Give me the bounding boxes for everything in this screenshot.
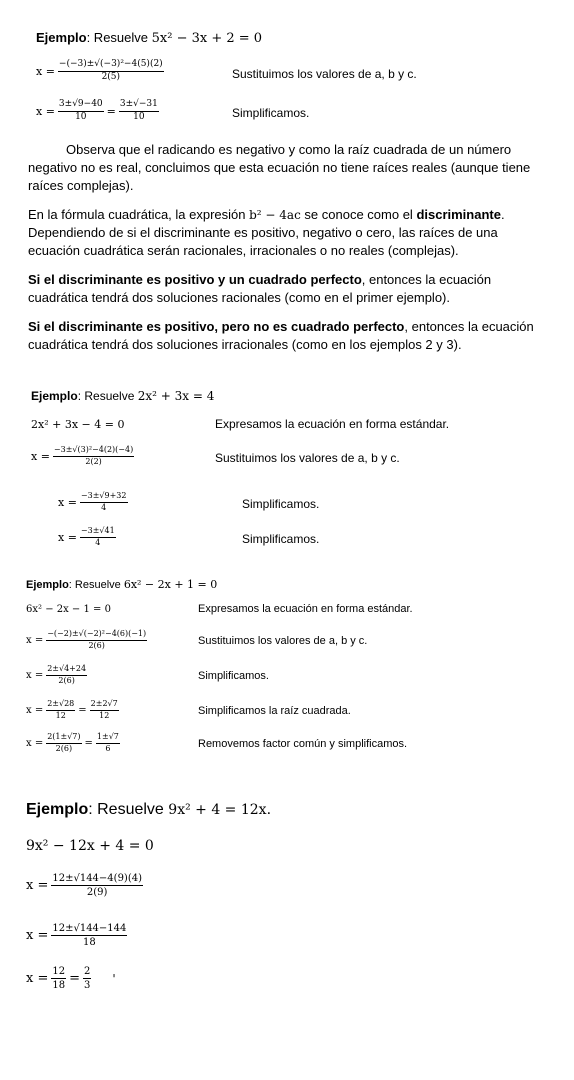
example4-step4 <box>26 966 116 991</box>
stray-mark: ' <box>112 971 116 986</box>
equals-sign: = <box>106 104 116 118</box>
fraction <box>46 665 87 686</box>
x-equals: x = <box>58 495 77 509</box>
example4-label: Ejemplo <box>26 801 89 818</box>
example4-step2 <box>26 873 143 898</box>
fraction <box>96 733 120 754</box>
example4-step1: 9x² − 12x + 4 = 0 <box>26 838 154 854</box>
numerator: 3±√−31 <box>119 100 159 112</box>
example3-label: Ejemplo <box>26 579 69 591</box>
numerator: 2±√4+24 <box>46 665 87 676</box>
numerator: −3±√(3)²−4(2)(−4) <box>53 446 134 457</box>
example2-step1: 2x² + 3x − 4 = 0 <box>31 418 125 431</box>
bold-text: Si el discriminante es positivo, pero no es cuadrado perfecto <box>28 319 405 334</box>
example2-step4-note: Simplificamos. <box>242 532 320 546</box>
numerator: −3±√41 <box>80 527 116 538</box>
x-equals: x = <box>26 634 44 646</box>
example2-step2 <box>31 446 134 467</box>
example1-title-text: : Resuelve <box>86 30 152 45</box>
example1-equation: 5x² − 3x + 2 = 0 <box>151 31 263 46</box>
example3-step3-note: Simplificamos. <box>198 670 269 682</box>
example4-title <box>26 801 271 819</box>
fraction <box>46 630 147 651</box>
bold-text: Si el discriminante es positivo y un cuadrado perfecto <box>28 272 362 287</box>
text: . Dependiendo de si el discriminante es positivo, negativo o cero, las raíces de una ecuación cuadrática serán racionales, irracionales o no reales (complejas). <box>28 207 505 258</box>
denominator: 6 <box>105 743 111 753</box>
discriminant-expression: b² − 4ac <box>249 208 301 222</box>
fraction <box>51 873 143 898</box>
numerator: 3±√9−40 <box>58 100 104 112</box>
example4-equation: 9x² + 4 = 12x. <box>168 802 272 818</box>
denominator: 2(5) <box>101 71 121 82</box>
example3-title <box>26 578 217 591</box>
fraction <box>51 923 127 948</box>
example1-title <box>36 30 262 46</box>
text: se conoce como el <box>300 207 417 222</box>
example1-step1 <box>36 60 164 83</box>
denominator: 18 <box>52 980 66 991</box>
example3-step1-note: Expresamos la ecuación en forma estándar. <box>198 603 413 615</box>
numerator: −(−3)±√(−3)²−4(5)(2) <box>58 60 164 72</box>
numerator: 2±2√7 <box>90 700 119 711</box>
denominator: 4 <box>95 537 101 547</box>
fraction <box>80 492 128 513</box>
fraction <box>58 100 104 123</box>
denominator: 3 <box>84 980 91 991</box>
text: En la fórmula cuadrática, la expresión <box>28 207 250 222</box>
fraction <box>83 966 91 991</box>
denominator: 10 <box>133 111 145 122</box>
example3-step2-note: Sustituimos los valores de a, b y c. <box>198 635 368 647</box>
denominator: 12 <box>99 710 110 720</box>
paragraph-perfect-square <box>28 271 548 307</box>
example2-step3 <box>58 492 128 513</box>
example2-title <box>31 389 214 403</box>
x-equals: x = <box>31 449 50 463</box>
denominator: 4 <box>101 502 107 512</box>
text: , entonces la ecuación cuadrática tendrá dos soluciones irracionales (como en los ejemplos 2 y 3). <box>28 319 534 352</box>
x-equals: x = <box>36 104 55 118</box>
fraction <box>51 966 66 991</box>
paragraph-discriminant <box>28 206 548 260</box>
example3-title-text: : Resuelve <box>68 579 124 591</box>
paragraph-not-perfect-square <box>28 318 548 354</box>
equals-sign: = <box>69 971 80 986</box>
example3-equation: 6x² − 2x + 1 = 0 <box>123 578 218 591</box>
fraction <box>90 700 119 721</box>
x-equals: x = <box>26 878 49 893</box>
example1-step1-note: Sustituimos los valores de a, b y c. <box>232 67 417 81</box>
example2-equation: 2x² + 3x = 4 <box>137 389 215 403</box>
text: , entonces la ecuación cuadrática tendrá dos soluciones racionales (como en el primer ejemplo). <box>28 272 492 305</box>
x-equals: x = <box>26 737 44 749</box>
denominator: 2(6) <box>58 675 75 685</box>
example1-label: Ejemplo <box>36 30 87 45</box>
example4-title-text: : Resuelve <box>88 801 169 818</box>
example2-step4 <box>58 527 116 548</box>
x-equals: x = <box>26 971 49 986</box>
example2-title-text: : Resuelve <box>77 389 138 403</box>
denominator: 2(6) <box>88 640 105 650</box>
example3-step2 <box>26 630 147 651</box>
numerator: 12±√144−4(9)(4) <box>52 873 142 884</box>
example3-step5-note: Removemos factor común y simplificamos. <box>198 738 408 750</box>
example1-step2-note: Simplificamos. <box>232 106 310 120</box>
example4-step3 <box>26 923 127 948</box>
fraction <box>53 446 134 467</box>
equals-sign: = <box>84 737 93 749</box>
example3-step4 <box>26 700 119 721</box>
x-equals: x = <box>36 64 55 78</box>
example2-step3-note: Simplificamos. <box>242 497 320 511</box>
numerator: 12 <box>52 966 66 977</box>
fraction <box>46 700 75 721</box>
example3-step4-note: Simplificamos la raíz cuadrada. <box>198 705 351 717</box>
discriminant-term: discriminante <box>416 207 501 222</box>
numerator: 2±√28 <box>46 700 75 711</box>
example2-label: Ejemplo <box>31 389 78 403</box>
denominator: 12 <box>55 710 66 720</box>
numerator: 12±√144−144 <box>52 923 127 934</box>
example1-step2 <box>36 100 159 123</box>
denominator: 2(2) <box>85 456 102 466</box>
x-equals: x = <box>26 669 44 681</box>
numerator: 2 <box>84 966 91 977</box>
x-equals: x = <box>26 704 44 716</box>
numerator: 1±√7 <box>96 733 120 744</box>
denominator: 18 <box>83 937 96 948</box>
example3-step5 <box>26 733 120 754</box>
numerator: −3±√9+32 <box>80 492 128 503</box>
example3-step3 <box>26 665 87 686</box>
denominator: 10 <box>75 111 87 122</box>
fraction <box>58 60 164 83</box>
x-equals: x = <box>58 530 77 544</box>
fraction <box>80 527 116 548</box>
equals-sign: = <box>78 704 87 716</box>
denominator: 2(6) <box>55 743 73 753</box>
fraction <box>46 733 81 754</box>
numerator: 2(1±√7) <box>46 733 81 744</box>
denominator: 2(9) <box>86 887 108 898</box>
x-equals: x = <box>26 928 49 943</box>
numerator: −(−2)±√(−2)²−4(6)(−1) <box>46 630 147 641</box>
fraction <box>119 100 159 123</box>
paragraph-observation: Observa que el radicando es negativo y como la raíz cuadrada de un número negativo no es real, concluimos que esta ecuación no tiene raíces reales (aunque tiene raíces complejas). <box>28 142 531 193</box>
example3-step1: 6x² − 2x − 1 = 0 <box>26 604 111 615</box>
example2-step2-note: Sustituimos los valores de a, b y c. <box>215 451 400 465</box>
example2-step1-note: Expresamos la ecuación en forma estándar. <box>215 417 450 431</box>
